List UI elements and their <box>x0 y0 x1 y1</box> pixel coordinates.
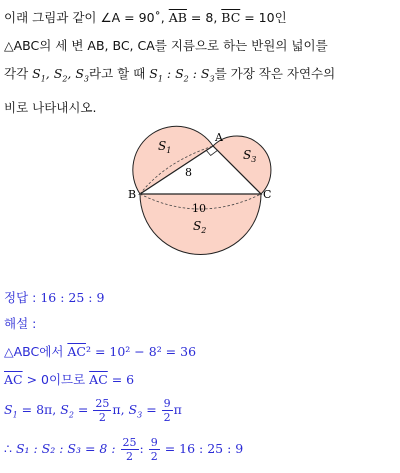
question-line3-prefix: 각각 <box>4 66 33 81</box>
step3-s2-eq: = <box>77 402 89 417</box>
label-b: B <box>128 188 137 201</box>
segment-bc: $\overline{BC}$ <box>221 10 241 25</box>
frac-den: 2 <box>163 411 171 424</box>
frac-den: 2 <box>98 411 106 424</box>
answer-line <box>4 288 396 306</box>
question-line-2: △ABC의 세 변 AB, BC, CA를 지름으로 하는 반원의 넓이를 <box>4 38 328 53</box>
step1-prefix: △ABC에서 <box>4 344 68 359</box>
step2-rest: = 6 <box>107 372 135 387</box>
question-line1-part3: = 10인 <box>240 10 287 25</box>
step3-pi2: π <box>173 402 182 417</box>
question-line3-suffix: 를 가장 작은 자연수의 <box>214 66 336 81</box>
step3-s3-eq: = <box>146 402 157 417</box>
step4-rest: = 16 : 25 : 9 <box>164 441 244 456</box>
segment-ab: $\overline{AB}$ <box>168 10 187 25</box>
step4-frac-9-2 <box>149 436 160 463</box>
step2-segment-1: $\overline{AC}$ <box>4 372 23 387</box>
solution-step-4 <box>4 436 396 463</box>
step3-pi1: π, <box>112 402 125 417</box>
triangle-semicircles-figure <box>120 112 280 272</box>
question-line3-mid: 라고 할 때 <box>89 66 150 81</box>
solution-step-1 <box>4 342 396 360</box>
frac-num: 25 <box>122 436 137 449</box>
step3-frac-9-2 <box>162 397 173 424</box>
explanation-label: 해설 : <box>4 316 37 331</box>
step3-s1-val: = 8π, <box>21 402 57 417</box>
step4-frac-25-2 <box>121 436 139 463</box>
label-a: A <box>215 131 223 144</box>
step4-ratio: S₁ : S₂ : S₃ = 8 : <box>15 441 116 456</box>
step1-square: ² <box>85 344 91 359</box>
step4-colon: : <box>139 441 144 456</box>
step2-segment-2: $\overline{AC}$ <box>89 372 108 387</box>
frac-num: 9 <box>150 436 158 449</box>
frac-num: 9 <box>163 397 171 410</box>
question-line-3 <box>4 60 396 94</box>
question-line1-part1: 이래 그림과 같이 ∠A = 90˚, <box>4 10 169 25</box>
label-s1: $S_1$ <box>158 139 172 155</box>
answer-label: 정답 : <box>4 290 37 305</box>
step3-frac-25-2 <box>93 397 111 424</box>
question-line-4: 비로 나타내시오. <box>4 99 97 115</box>
label-s3: $S_3$ <box>243 148 257 164</box>
solution-step-3 <box>4 397 396 424</box>
frac-den: 2 <box>150 450 158 463</box>
step3-s2-var: $S_2$ <box>60 402 74 420</box>
answer-value: 16 : 25 : 9 <box>40 290 105 305</box>
length-ab: 8 <box>185 166 192 179</box>
s-ratio: $S_1$ : $S_2$ : $S_3$ <box>149 66 215 84</box>
solution-step-2 <box>4 370 396 388</box>
therefore-symbol: ∴ <box>4 441 12 456</box>
step1-rest: = 10² − 8² = 36 <box>90 344 197 359</box>
length-bc: 10 <box>192 202 206 215</box>
frac-den: 2 <box>126 450 134 463</box>
frac-num: 25 <box>95 397 110 410</box>
label-c: C <box>263 188 272 201</box>
s-vars: $S_1$, $S_2$, $S_3$ <box>32 66 90 84</box>
step3-s3-var: $S_3$ <box>128 402 143 420</box>
label-s2: $S_2$ <box>193 219 207 235</box>
step3-s1-var: $S_1$ <box>4 402 18 420</box>
question-text <box>4 4 396 122</box>
step1-segment: $\overline{AC}$ <box>67 344 86 359</box>
question-line1-part2: = 8, <box>186 10 222 25</box>
step2-mid: > 0이므로 <box>22 372 90 387</box>
question-line-1 <box>4 4 396 32</box>
